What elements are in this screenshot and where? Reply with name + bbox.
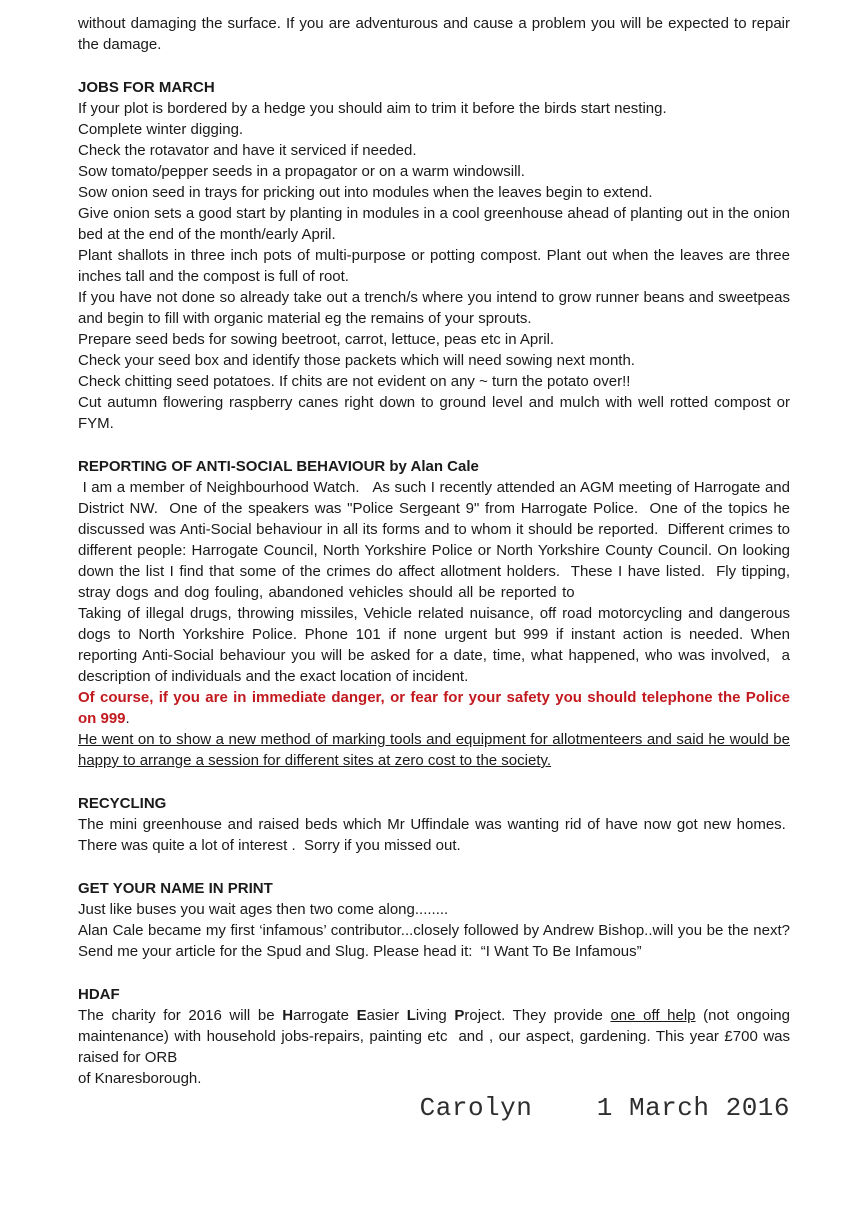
text-run: Give onion sets a good start by planting in modules in a cool greenhouse ahead of planting out in the onion bed at the end of the month/early April. [78,205,790,243]
text-run: If you have not done so already take out a trench/s where you intend to grow runner beans and sweetpeas and begin to fill with organic material eg the remains of your sprouts. [78,289,790,327]
redacted-gap [580,596,790,597]
document-body [78,13,790,1089]
section-heading [78,878,790,899]
text-run: (not ongoing maintenance) with household jobs-repairs, painting etc and , our aspect, gardening. This year £700 was raised for ORB [78,1007,790,1066]
paragraph [78,13,790,55]
text-run: He went on to show a new method of marking tools and equipment for allotmenteers and said he would be happy to arrange a session for different sites at zero cost to the society. [78,731,790,769]
text-run: one off help [610,1007,696,1024]
paragraph [78,203,790,245]
paragraph [78,371,790,392]
text-run: asier [366,1007,407,1024]
text-run: of Knaresborough. [78,1070,202,1087]
paragraph [78,477,790,687]
paragraph [78,98,790,119]
section-heading [78,984,790,1005]
paragraph [78,392,790,434]
text-run: Prepare seed beds for sowing beetroot, carrot, lettuce, peas etc in April. [78,331,555,348]
paragraph [78,350,790,371]
text-run: E [356,1007,367,1024]
text-run: RECYCLING [78,795,167,812]
text-run: I am a member of Neighbourhood Watch. As such I recently attended an AGM meeting of Harrogate and District NW. One of the speakers was "Police Sergeant 9" from Harrogate Police. One of the topics he discussed was Anti-Social behaviour in all its forms and to whom it should be reported. Different crimes to different people: Harrogate Council, North Yorkshire Police or North Yorkshire County Council. On looking down the list I find that some of the crimes do affect allotment holders. These I have listed. Fly tipping, stray dogs and dog fouling, abandoned vehicles should all be reported to [78,479,790,601]
text-run: Complete winter digging. [78,121,244,138]
text-run: Alan Cale became my first ‘infamous’ contributor...closely followed by Andrew Bishop..will you be the next? Send me your article for the Spud and Slug. Please head it: “I Want To Be Infamous” [78,922,790,960]
text-run: arrogate [293,1007,357,1024]
paragraph [78,140,790,161]
text-run: If your plot is bordered by a hedge you should aim to trim it before the birds start nesting. [78,100,667,117]
text-run: without damaging the surface. If you are adventurous and cause a problem you will be expected to repair the damage. [78,15,790,53]
paragraph [78,1005,790,1068]
text-run: Sow tomato/pepper seeds in a propagator or on a warm windowsill. [78,163,525,180]
section-heading [78,793,790,814]
paragraph [78,245,790,287]
paragraph [78,899,790,920]
text-run: REPORTING OF ANTI-SOCIAL BEHAVIOUR by Alan Cale [78,458,479,475]
text-run: Just like buses you wait ages then two come along........ [78,901,449,918]
paragraph [78,119,790,140]
paragraph [78,182,790,203]
text-run: Check chitting seed potatoes. If chits are not evident on any ~ turn the potato over!! [78,373,631,390]
text-run: Cut autumn flowering raspberry canes right down to ground level and mulch with well rotted compost or FYM. [78,394,790,432]
text-run: Taking of illegal drugs, throwing missiles, Vehicle related nuisance, off road motorcycling and dangerous dogs to North Yorkshire Police. Phone 101 if none urgent but 999 if instant action is needed. When reporting Anti-Social behaviour you will be asked for a date, time, what happened, who was involved, a description of individuals and the exact location of incident. [78,605,790,685]
text-run: L [406,1007,416,1024]
text-run: roject. They provide [464,1007,611,1024]
text-run: The charity for 2016 will be [78,1007,283,1024]
paragraph [78,329,790,350]
section-heading [78,456,790,477]
text-run: iving [415,1007,455,1024]
text-run: JOBS FOR MARCH [78,79,215,96]
text-run: HDAF [78,986,120,1003]
paragraph [78,729,790,771]
signature: Carolyn 1 March 2016 [419,1093,790,1123]
paragraph [78,161,790,182]
paragraph [78,1068,790,1089]
paragraph [78,814,790,856]
text-run: The mini greenhouse and raised beds which Mr Uffindale was wanting rid of have now got new homes. There was quite a lot of interest . Sorry if you missed out. [78,816,790,854]
paragraph [78,920,790,962]
paragraph [78,687,790,729]
text-run: Plant shallots in three inch pots of multi-purpose or potting compost. Plant out when the leaves are three inches tall and the compost is full of root. [78,247,790,285]
text-run: H [282,1007,294,1024]
text-run: Of course, if you are in immediate danger, or fear for your safety you should telephone the Police on 999 [78,689,790,727]
text-run: . [125,710,130,727]
text-run: Check the rotavator and have it serviced if needed. [78,142,417,159]
text-run: Sow onion seed in trays for pricking out into modules when the leaves begin to extend. [78,184,653,201]
text-run: GET YOUR NAME IN PRINT [78,880,273,897]
section-heading [78,77,790,98]
paragraph [78,287,790,329]
text-run: P [454,1007,465,1024]
text-run: Check your seed box and identify those packets which will need sowing next month. [78,352,635,369]
